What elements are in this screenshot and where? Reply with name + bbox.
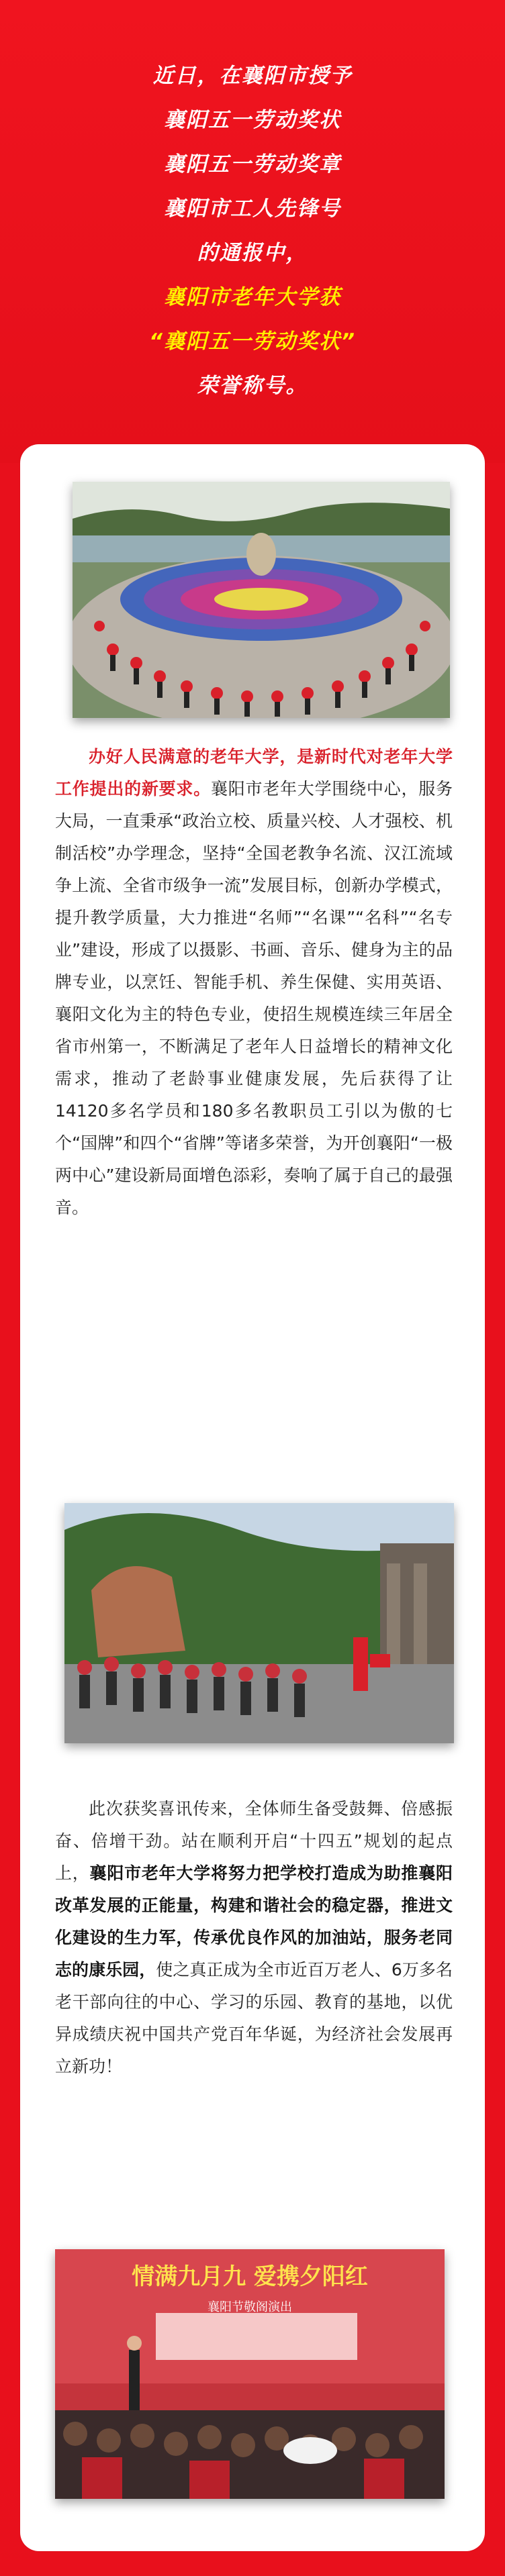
photo-3-subtitle: 襄阳节敬阁演出 <box>208 2300 292 2314</box>
banner-line-7: “襄阳五一劳动奖状” <box>149 329 356 354</box>
banner-text <box>0 54 505 408</box>
photo-3-title: 情满九月九 爱携夕阳红 <box>132 2263 368 2290</box>
paragraph-2-bold: 襄阳市老年大学将努力把学校打造成为助推襄阳改革发展的正能量，构建和谐社会的稳定器，推进文化建设的生力军，传承优良作风的加油站，服务老同志的康乐园， <box>55 1863 453 1979</box>
paragraph-2 <box>55 1793 453 2083</box>
paragraph-1-lead: 办好人民满意的老年大学，是新时代对老年大学工作提出的新要求。 <box>55 747 453 798</box>
banner-line-6: 襄阳市老年大学获 <box>164 285 341 309</box>
top-banner <box>0 0 505 463</box>
photo-group-scenic-site <box>64 1503 454 1743</box>
banner-line-8: 荣誉称号。 <box>197 374 308 398</box>
banner-line-4: 襄阳市工人先锋号 <box>164 197 341 221</box>
paragraph-1-body: 襄阳市老年大学围绕中心，服务大局，一直秉承“政治立校、质量兴校、人才强校、机制活校”办学理念，坚持“全国老教争名流、汉江流域争上流、全省市级争一流”发展目标，创新办学模式，提升教学质量，大力推进“名师”“名课”“名科”“名专业”建设，形成了以摄影、书画、音乐、健身为主的品牌专业，以烹饪、智能手机、养生保健、实用英语、襄阳文化为主的特色专业，使招生规模连续三年居全省市州第一，不断满足了老年人日益增长的精神文化需求，推动了老龄事业健康发展，先后获得了让14120多名学员和180多名教职员工引以为傲的七个“国牌”和四个“省牌”等诸多荣誉，为开创襄阳“一极两中心”建设新局面增色添彩，奏响了属于自己的最强音。 <box>55 779 453 1217</box>
banner-line-1: 近日，在襄阳市授予 <box>152 64 353 88</box>
paragraph-1 <box>55 741 453 1224</box>
photo-plaza-performance <box>73 482 450 718</box>
paragraph-2-part-2: 使之真正成为全市近百万老人、6万多名老干部向往的中心、学习的乐园、教育的基地，以优异成绩庆祝中国共产党百年华诞，为经济社会发展再立新功！ <box>55 1960 453 2076</box>
banner-line-5: 的通报中， <box>197 241 308 265</box>
banner-line-3: 襄阳五一劳动奖章 <box>164 152 341 176</box>
photo-stage-performance <box>55 2249 445 2499</box>
paragraph-2-part-1: 此次获奖喜讯传来，全体师生备受鼓舞、倍感振奋、倍增干劲。站在顺利开启“十四五”规划的起点上， <box>55 1799 453 1883</box>
banner-line-2: 襄阳五一劳动奖状 <box>164 108 341 132</box>
